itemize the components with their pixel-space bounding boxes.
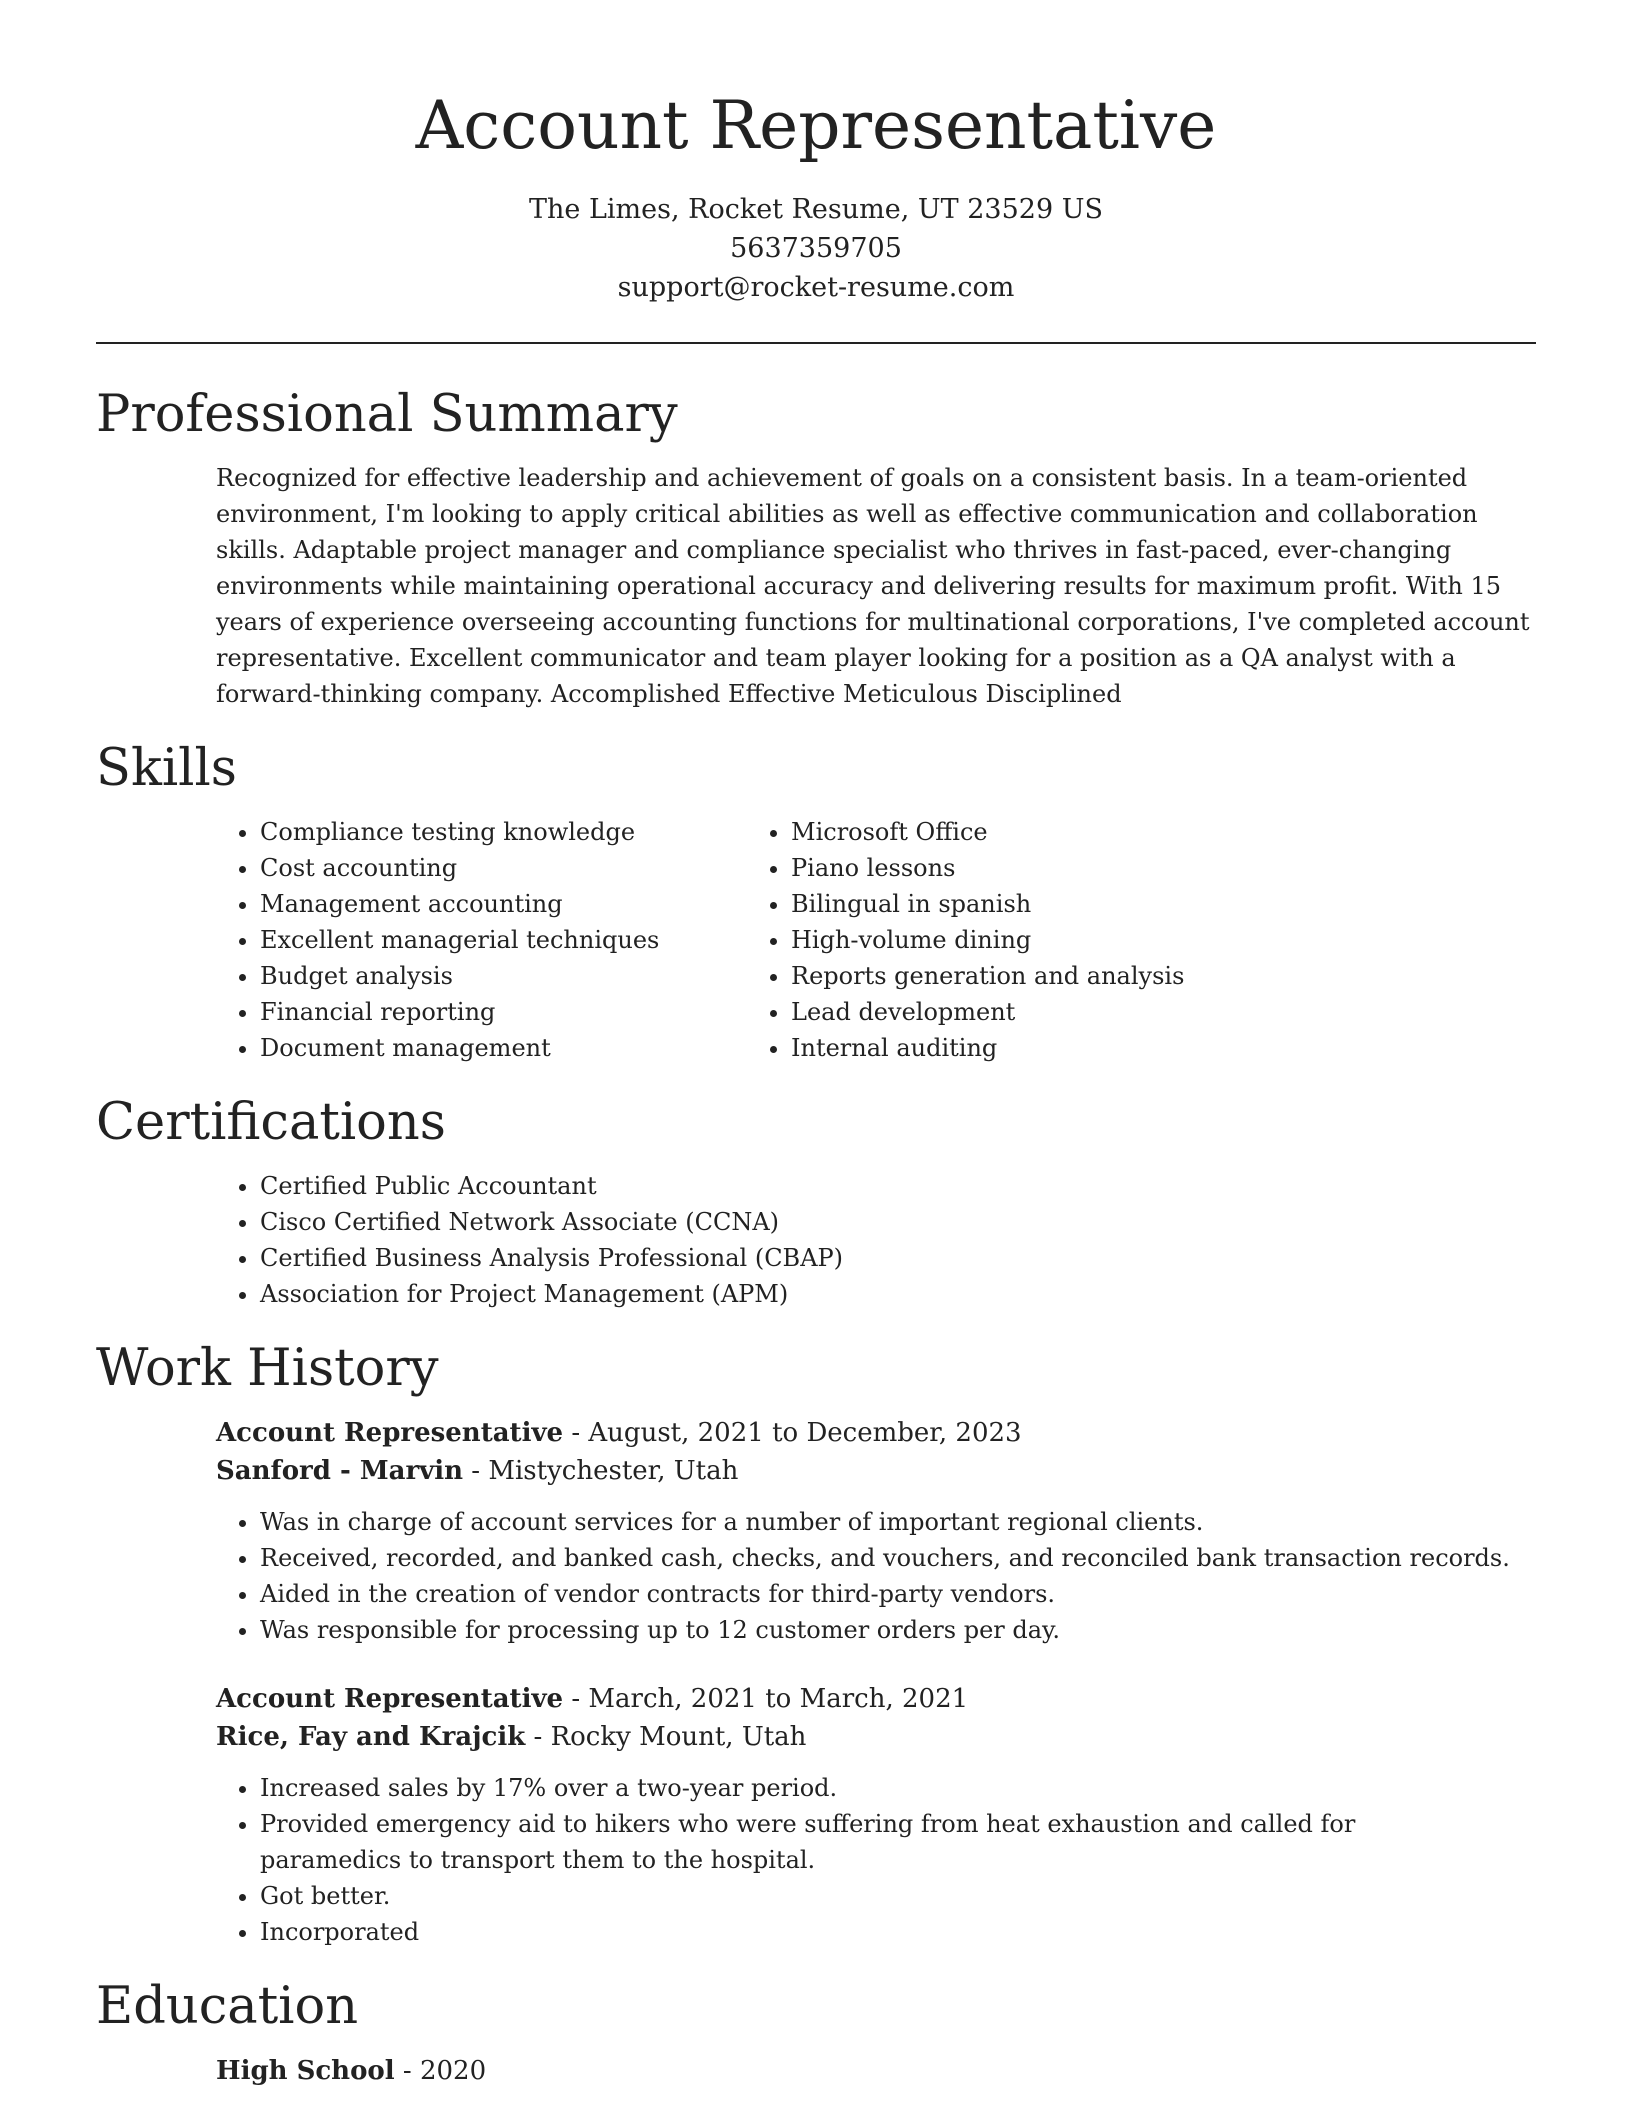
list-item: • Increased sales by 17% over a two-year period. [260,1770,1496,1806]
education-heading: Education [96,1977,359,2036]
resume-page [96,0,1536,2090]
list-item: • Cisco Certified Network Associate (CCNA) [260,1204,1536,1240]
job-org-line [216,1718,1536,1756]
job-company: Sanford - Marvin [216,1456,464,1486]
work-history-heading: Work History [96,1339,439,1398]
resume-name: Account Representative [415,87,1217,164]
skills-heading: Skills [96,739,237,798]
job-title-line [216,1680,1536,1718]
list-item: • Compliance testing knowledge [260,814,746,850]
list-item: • Lead development [791,994,1184,1030]
skills-section [96,738,1536,1066]
list-item: • Piano lessons [791,850,1184,886]
list-item: • Provided emergency aid to hikers who were suffering from heat exhaustion and called for paramedics to transport them to the hospital. [260,1806,1496,1878]
education-entry [96,2052,1536,2090]
education-degree: High School [216,2056,395,2086]
job-org-line [216,1452,1536,1490]
list-item: • Bilingual in spanish [791,886,1184,922]
list-item: • Aided in the creation of vendor contracts for third-party vendors. [260,1576,1536,1612]
job-bullets [96,1504,1536,1648]
list-item: • Cost accounting [260,850,746,886]
certifications-heading: Certifications [96,1093,446,1152]
certifications-list [96,1168,1536,1312]
job-entry [96,1680,1536,1756]
job-location: - Mistychester, Utah [463,1456,739,1486]
header-divider [96,342,1536,344]
education-section [96,1976,1536,2090]
list-item: • Excellent managerial techniques [260,922,746,958]
list-item: • Microsoft Office [791,814,1184,850]
list-item: • Certified Public Accountant [260,1168,1536,1204]
job-company: Rice, Fay and Krajcik [216,1722,526,1752]
list-item: • Received, recorded, and banked cash, checks, and vouchers, and reconciled bank transaction records. [260,1540,1536,1576]
job-entry [96,1414,1536,1490]
list-item: • Association for Project Management (APM) [260,1276,1536,1312]
list-item: • Certified Business Analysis Professional (CBAP) [260,1240,1536,1276]
job-dates: - March, 2021 to March, 2021 [563,1684,969,1714]
summary-section [96,384,1536,712]
education-year: - 2020 [394,2056,487,2086]
contact-info [96,190,1536,307]
list-item: • Document management [260,1030,746,1066]
job-bullets [96,1770,1536,1950]
list-item: • Financial reporting [260,994,746,1030]
work-history-section [96,1338,1536,1950]
skills-list-left [96,814,746,1066]
list-item: • Incorporated [260,1914,1496,1950]
list-item: • Reports generation and analysis [791,958,1184,994]
job-title: Account Representative [216,1684,564,1714]
contact-phone: 5637359705 [730,233,902,264]
list-item: • Internal auditing [791,1030,1184,1066]
list-item: • Budget analysis [260,958,746,994]
certifications-section [96,1092,1536,1312]
job-location: - Rocky Mount, Utah [525,1722,807,1752]
job-dates: - August, 2021 to December, 2023 [563,1418,1022,1448]
summary-text: Recognized for effective leadership and achievement of goals on a consistent basis. In a team-oriented environment, I'm looking to apply critical abilities as well as effective communication and collaboration skills. Adaptable project manager and compliance specialist who thrives in fast-paced, ever-changing environments while maintaining operational accuracy and delivering results for maximum profit. With 15 years of experience overseeing accounting functions for multinational corporations, I've completed account representative. Excellent communicator and team player looking for a position as a QA analyst with a forward-thinking company. Accomplished Effective Meticulous Disciplined [216,464,1530,708]
list-item: • Was responsible for processing up to 12 customer orders per day. [260,1612,1536,1648]
list-item: • Management accounting [260,886,746,922]
job-title: Account Representative [216,1418,564,1448]
list-item: • Was in charge of account services for a number of important regional clients. [260,1504,1536,1540]
list-item: • High-volume dining [791,922,1184,958]
list-item: • Got better. [260,1878,1496,1914]
contact-email: support@rocket-resume.com [617,272,1015,303]
job-title-line [216,1414,1536,1452]
contact-address: The Limes, Rocket Resume, UT 23529 US [529,194,1103,225]
summary-heading: Professional Summary [96,385,678,444]
skills-list-right [746,814,1184,1066]
